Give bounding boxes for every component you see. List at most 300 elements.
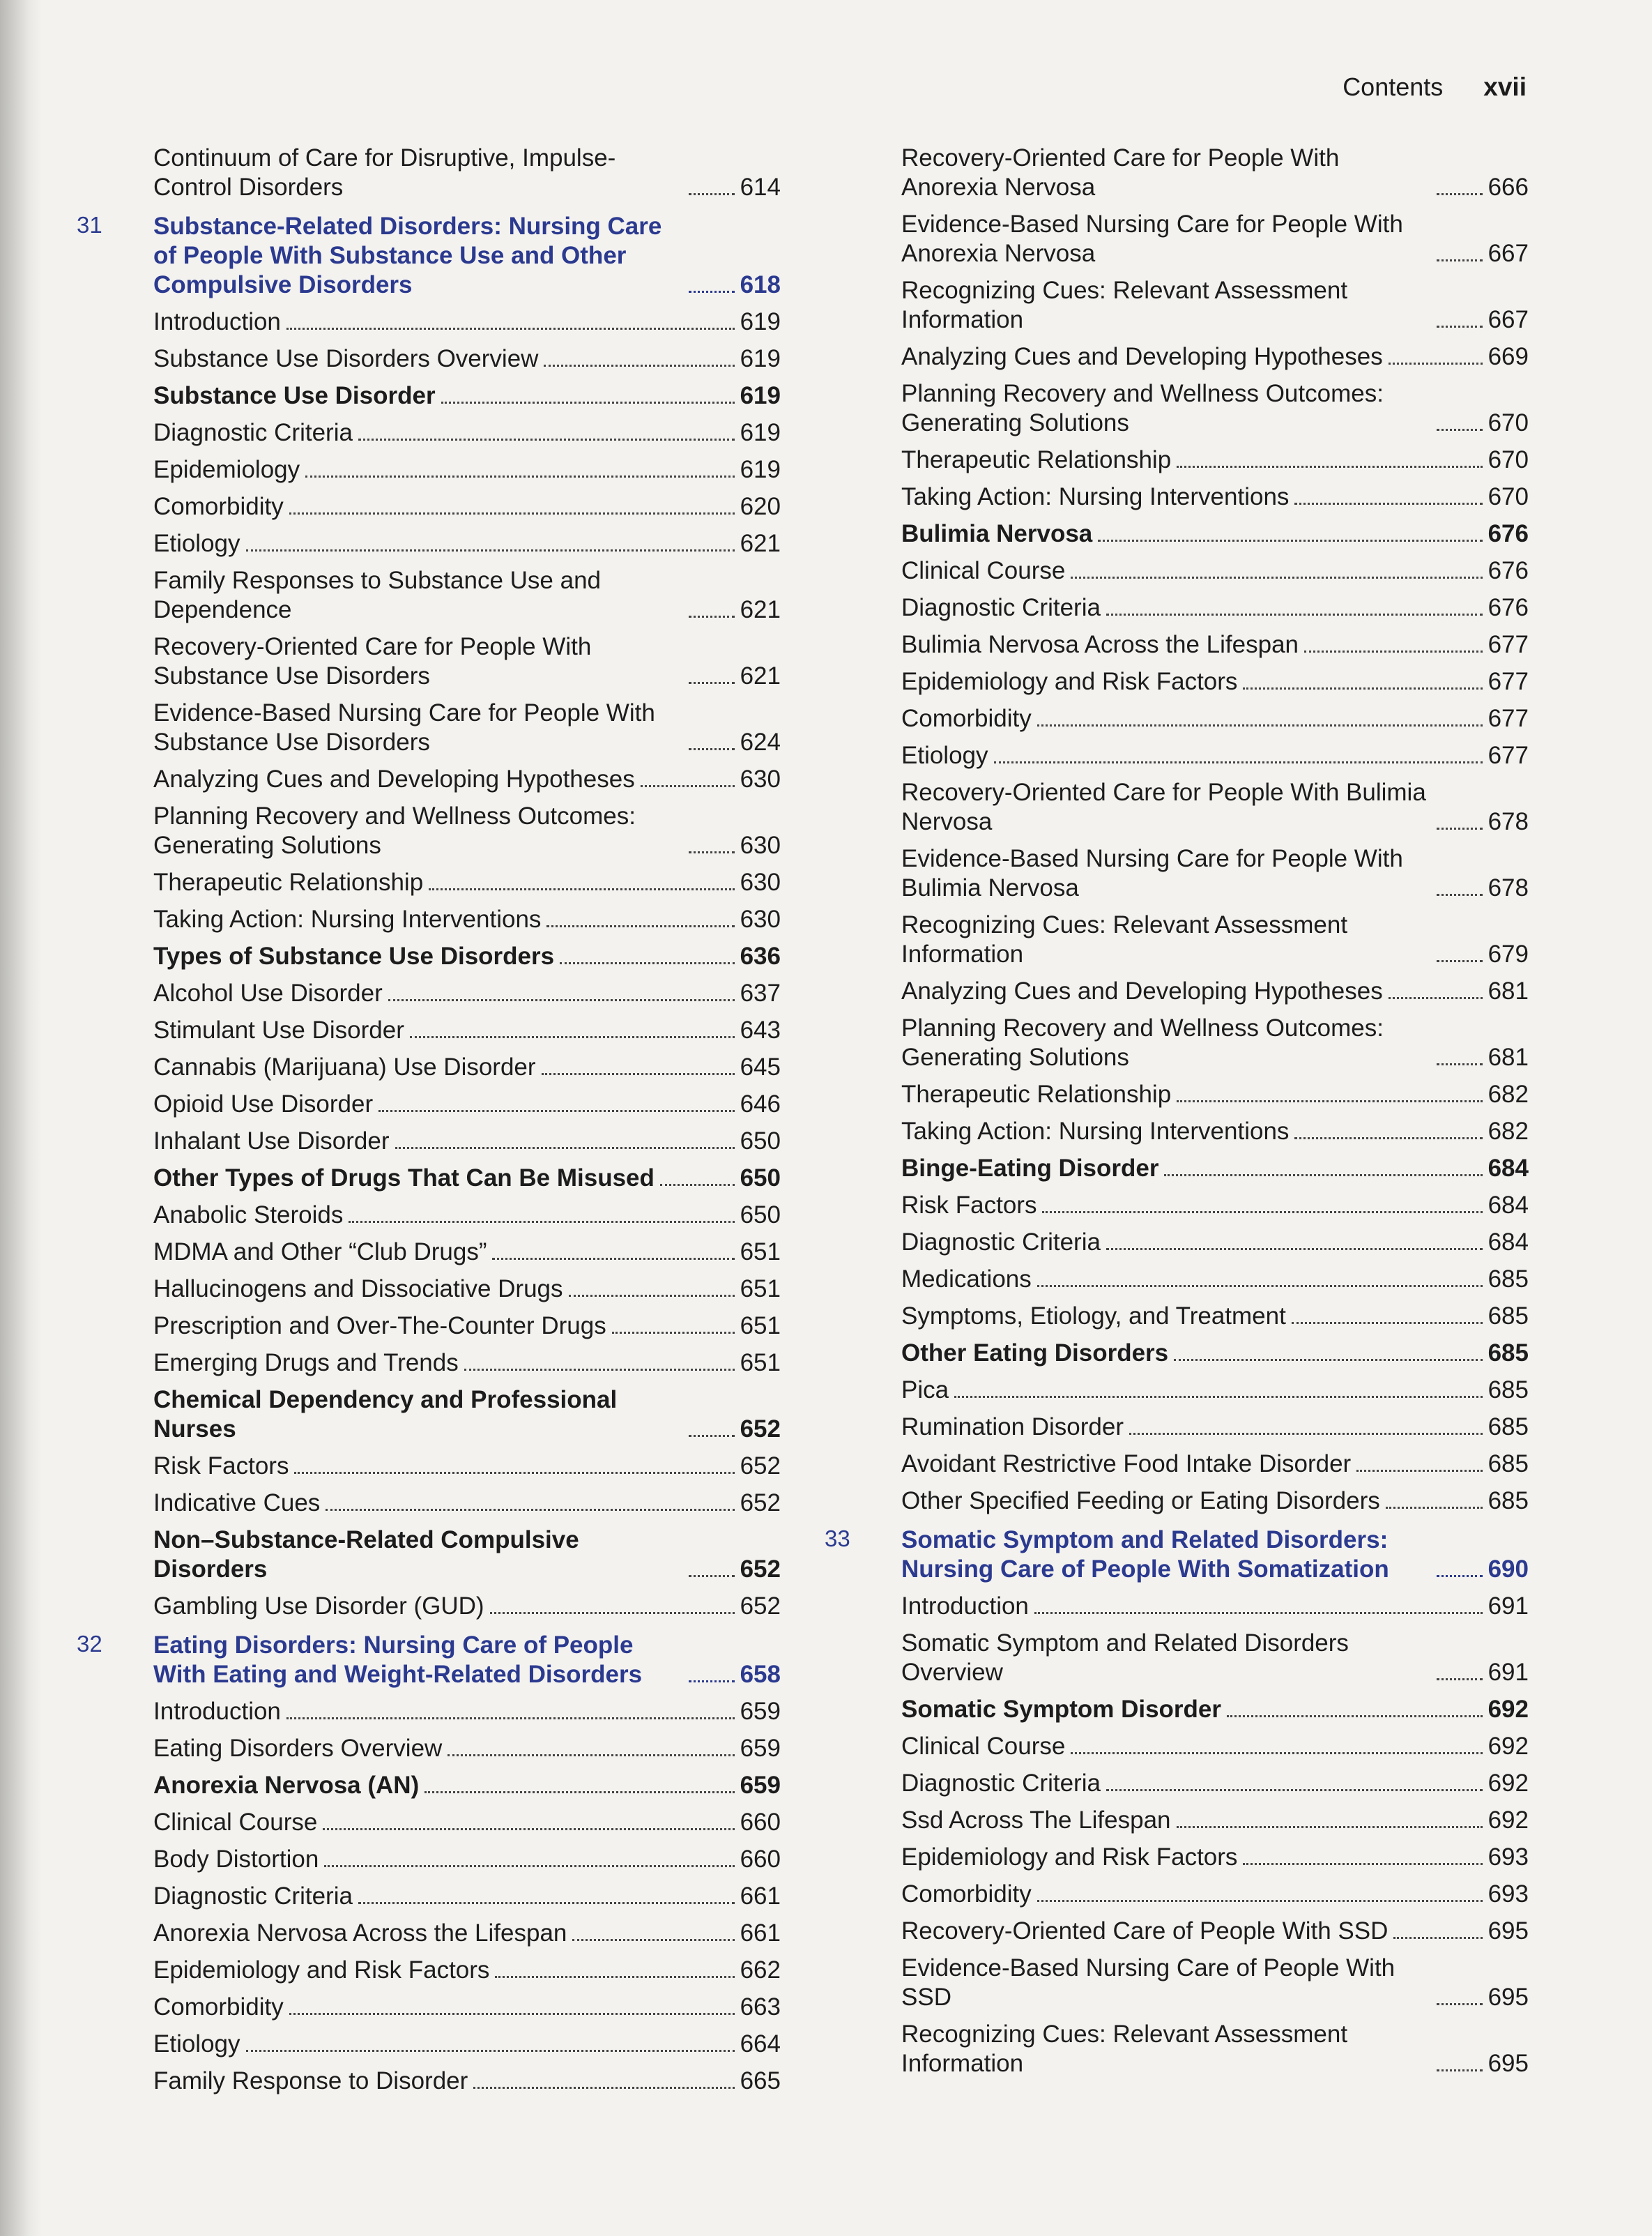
toc-entry[interactable] [77,566,781,625]
toc-entry[interactable] [825,977,1529,1006]
entry-title: Prescription and Over-The-Counter Drugs [153,1312,606,1339]
toc-entry[interactable] [77,1090,781,1119]
entry-title: Evidence-Based Nursing Care for People With Anorexia Nervosa [901,211,1403,267]
entry-page-number: 684 [1487,1229,1529,1256]
dot-leader [305,476,734,478]
toc-entry[interactable] [825,1376,1529,1405]
dot-leader [689,748,735,750]
toc-entry[interactable] [825,1592,1529,1621]
toc-column-right [825,144,1529,2086]
entry-page-number: 692 [1487,1807,1529,1834]
entry-page-number: 659 [740,1735,781,1762]
entry-page-number: 682 [1487,1081,1529,1108]
dot-leader [395,1147,735,1149]
dot-leader [612,1332,735,1334]
toc-entry[interactable] [825,276,1529,335]
entry-page-number: 643 [740,1017,781,1044]
entry-title: Family Response to Disorder [153,2067,468,2094]
toc-entry[interactable] [77,492,781,522]
toc-entry[interactable] [825,667,1529,697]
dot-leader [546,925,734,927]
toc-entry[interactable] [77,1201,781,1230]
entry-page-number: 618 [740,271,781,298]
dot-leader [1037,1900,1483,1902]
toc-entry[interactable] [825,844,1529,903]
toc-entry[interactable] [825,1843,1529,1872]
section-heading-entry[interactable] [825,1154,1529,1183]
toc-entry[interactable] [825,911,1529,969]
entry-title: Body Distortion [153,1846,319,1873]
toc-entry[interactable] [77,1016,781,1045]
chapter-block [77,212,781,300]
entry-title: Comorbidity [901,705,1032,732]
chapter-block [825,1526,1529,1584]
toc-entry[interactable] [77,1348,781,1378]
dot-leader [429,888,734,890]
entry-page-number: 685 [1487,1450,1529,1477]
entry-title: Planning Recovery and Wellness Outcomes: Generating Solutions [901,1014,1384,1071]
dot-leader [358,439,735,441]
toc-entry[interactable] [77,699,781,757]
dot-leader [689,1575,735,1577]
entry-page-number: 676 [1487,520,1529,547]
dot-leader [689,1435,735,1437]
entry-title: Planning Recovery and Wellness Outcomes: Generating Solutions [901,380,1384,436]
toc-entry[interactable] [825,704,1529,733]
toc-entry[interactable] [77,307,781,337]
entry-page-number: 619 [740,345,781,372]
entry-title: Somatic Symptom Disorder [901,1696,1221,1723]
toc-entry[interactable] [77,1311,781,1341]
section-heading-entry[interactable] [825,1339,1529,1368]
entry-page-number: 659 [740,1698,781,1725]
entry-page-number: 678 [1487,808,1529,835]
dot-leader [1106,614,1483,616]
toc-entry[interactable] [77,979,781,1008]
entry-title: Epidemiology [153,456,300,483]
dot-leader [425,1791,734,1793]
toc-entry[interactable] [825,1191,1529,1220]
dot-leader [349,1221,734,1223]
toc-entry[interactable] [825,1117,1529,1146]
toc-entry[interactable] [825,556,1529,586]
toc-entry[interactable] [825,446,1529,475]
entry-title: Ssd Across The Lifespan [901,1807,1171,1834]
toc-entry[interactable] [825,482,1529,512]
entry-page-number: 670 [1487,446,1529,473]
entry-title: Somatic Symptom and Related Disorders Overview [901,1629,1349,1686]
entry-title: Opioid Use Disorder [153,1090,374,1118]
entry-page-number: 650 [740,1201,781,1229]
entry-title: Clinical Course [901,1733,1066,1760]
entry-page-number: 652 [740,1452,781,1480]
toc-entry[interactable] [77,1882,781,1911]
entry-page-number: 614 [740,174,781,201]
chapter-title-entry[interactable] [901,1526,1529,1584]
entry-title: Epidemiology and Risk Factors [901,668,1238,695]
entry-title: Medications [901,1265,1032,1293]
entry-page-number: 685 [1487,1413,1529,1440]
toc-entry[interactable] [77,765,781,794]
entry-title: Analyzing Cues and Developing Hypotheses [153,766,635,793]
entry-page-number: 619 [740,419,781,446]
dot-leader [246,549,735,552]
dot-leader [294,1472,734,1474]
toc-entry[interactable] [77,1808,781,1837]
entry-page-number: 661 [740,1919,781,1947]
entry-page-number: 630 [740,869,781,896]
toc-entry[interactable] [77,1238,781,1267]
toc-entry[interactable] [77,418,781,448]
entry-page-number: 692 [1487,1733,1529,1760]
dot-leader [1042,1211,1482,1213]
entry-title: Recognizing Cues: Relevant Assessment Information [901,277,1348,333]
entry-page-number: 620 [740,493,781,520]
toc-entry[interactable] [77,344,781,374]
toc-entry[interactable] [77,1452,781,1481]
entry-page-number: 684 [1487,1192,1529,1219]
entry-page-number: 691 [1487,1659,1529,1686]
entry-page-number: 652 [740,1415,781,1443]
toc-entry[interactable] [825,1629,1529,1687]
section-heading-entry[interactable] [77,942,781,971]
toc-entry[interactable] [77,529,781,558]
entry-title: Alcohol Use Disorder [153,980,383,1007]
running-head-label: Contents [1343,73,1444,101]
page-gutter-shadow [0,0,42,2236]
entry-page-number: 681 [1487,1044,1529,1071]
dot-leader [560,962,735,964]
entry-title: Taking Action: Nursing Interventions [901,483,1290,510]
toc-entry[interactable] [77,1993,781,2022]
entry-title: Gambling Use Disorder (GUD) [153,1592,484,1620]
dot-leader [1437,193,1483,195]
entry-page-number: 676 [1487,594,1529,621]
dot-leader [1129,1433,1483,1435]
entry-page-number: 619 [740,382,781,409]
dot-leader [660,1184,735,1186]
entry-page-number: 684 [1487,1155,1529,1182]
entry-page-number: 619 [740,456,781,483]
entry-page-number: 637 [740,980,781,1007]
entry-page-number: 619 [740,308,781,335]
entry-title: Other Types of Drugs That Can Be Misused [153,1164,655,1192]
entry-page-number: 679 [1487,941,1529,968]
dot-leader [1037,724,1483,727]
section-heading-entry[interactable] [77,1771,781,1800]
toc-entry[interactable] [825,1732,1529,1761]
entry-page-number: 692 [1487,1696,1529,1723]
chapter-title-entry[interactable] [153,1631,781,1689]
entry-title: Eating Disorders Overview [153,1735,443,1762]
dot-leader [495,1976,734,1978]
toc-entry[interactable] [825,1486,1529,1516]
section-heading-entry[interactable] [77,1164,781,1193]
entry-page-number: 630 [740,766,781,793]
entry-page-number: 685 [1487,1302,1529,1330]
entry-title: Recovery-Oriented Care for People With Anorexia Nervosa [901,144,1340,201]
dot-leader [1437,2069,1483,2071]
entry-page-number: 651 [740,1275,781,1302]
entry-title: Recovery-Oriented Care of People With SSD [901,1917,1389,1945]
entry-title: Therapeutic Relationship [153,869,424,896]
entry-title: Taking Action: Nursing Interventions [901,1118,1290,1145]
dot-leader [492,1258,734,1260]
dot-leader [448,1754,734,1756]
dot-leader [1437,259,1483,261]
dot-leader [323,1828,734,1830]
entry-title: Emerging Drugs and Trends [153,1349,459,1376]
entry-page-number: 652 [740,1592,781,1620]
toc-entry[interactable] [77,868,781,897]
dot-leader [994,761,1483,763]
entry-page-number: 685 [1487,1376,1529,1404]
dot-leader [289,512,735,515]
chapter-title-entry[interactable] [153,212,781,300]
entry-title: Anorexia Nervosa Across the Lifespan [153,1919,567,1947]
dot-leader [286,1717,735,1719]
entry-title: Bulimia Nervosa Across the Lifespan [901,631,1299,658]
entry-page-number: 685 [1487,1265,1529,1293]
toc-entry[interactable] [77,632,781,691]
dot-leader [1437,894,1483,896]
toc-entry[interactable] [825,1806,1529,1835]
section-heading-entry[interactable] [77,381,781,411]
toc-entry[interactable] [825,379,1529,438]
entry-title: Bulimia Nervosa [901,520,1093,547]
dot-leader [641,785,735,787]
toc-entry[interactable] [825,1450,1529,1479]
dot-leader [1098,540,1482,542]
dot-leader [1243,1863,1482,1865]
section-heading-entry[interactable] [77,1385,781,1444]
entry-title: Other Specified Feeding or Eating Disorders [901,1487,1380,1514]
entry-page-number: 677 [1487,742,1529,769]
toc-entry[interactable] [825,593,1529,623]
entry-page-number: 685 [1487,1339,1529,1367]
entry-page-number: 650 [740,1127,781,1155]
entry-title: Therapeutic Relationship [901,446,1172,473]
toc-entry[interactable] [825,210,1529,268]
entry-page-number: 685 [1487,1487,1529,1514]
entry-page-number: 681 [1487,978,1529,1005]
entry-page-number: 663 [740,1993,781,2021]
section-heading-entry[interactable] [825,1695,1529,1724]
entry-page-number: 650 [740,1164,781,1192]
toc-entry[interactable] [77,1275,781,1304]
entry-page-number: 670 [1487,483,1529,510]
toc-entry[interactable] [825,1302,1529,1331]
dot-leader [572,1939,734,1941]
toc-entry[interactable] [77,1127,781,1156]
entry-title: Chemical Dependency and Professional Nurses [153,1386,618,1443]
toc-entry[interactable] [825,342,1529,372]
toc-entry[interactable] [77,2067,781,2096]
toc-entry[interactable] [825,778,1529,837]
chapter-number: 31 [77,212,102,238]
entry-page-number: 621 [740,596,781,623]
dot-leader [326,1509,734,1511]
section-heading-entry[interactable] [825,519,1529,549]
dot-leader [1037,1285,1483,1287]
entry-page-number: 691 [1487,1592,1529,1620]
entry-page-number: 678 [1487,874,1529,902]
entry-title: Diagnostic Criteria [901,1770,1101,1797]
toc-column-left [77,144,781,2104]
dot-leader [1393,1937,1482,1939]
chapter-block [77,1631,781,1689]
dot-leader [441,402,735,404]
dot-leader [1389,997,1483,999]
entry-page-number: 695 [1487,1917,1529,1945]
dot-leader [289,2013,735,2015]
dot-leader [1437,1063,1483,1065]
entry-page-number: 621 [740,662,781,690]
dot-leader [1177,1826,1483,1828]
entry-title: Planning Recovery and Wellness Outcomes: Generating Solutions [153,803,636,859]
entry-title: Avoidant Restrictive Food Intake Disorder [901,1450,1352,1477]
toc-entry[interactable] [77,905,781,934]
entry-page-number: 695 [1487,2050,1529,2077]
dot-leader [1243,687,1482,690]
dot-leader [1294,503,1482,505]
dot-leader [689,682,735,684]
toc-entry[interactable] [77,455,781,485]
dot-leader [286,328,735,330]
entry-page-number: 666 [1487,174,1529,201]
entry-title: Analyzing Cues and Developing Hypotheses [901,343,1383,370]
toc-entry[interactable] [825,1954,1529,2012]
dot-leader [954,1396,1483,1398]
entry-title: Continuum of Care for Disruptive, Impulse-Control Disorders [153,144,616,201]
toc-entry[interactable] [825,1265,1529,1294]
dot-leader [246,2050,735,2052]
toc-entry[interactable] [825,741,1529,770]
entry-page-number: 658 [740,1661,781,1688]
entry-title: Types of Substance Use Disorders [153,943,555,970]
entry-title: Comorbidity [901,1880,1032,1908]
entry-title: Epidemiology and Risk Factors [153,1956,490,1984]
toc-entry[interactable] [77,1734,781,1763]
entry-page-number: 651 [740,1238,781,1265]
entry-title: Diagnostic Criteria [153,419,353,446]
entry-title: Diagnostic Criteria [153,1883,353,1910]
toc-entry[interactable] [825,1014,1529,1072]
dot-leader [1174,1359,1482,1361]
entry-title: Analyzing Cues and Developing Hypotheses [901,978,1383,1005]
entry-title: Epidemiology and Risk Factors [901,1843,1238,1871]
entry-page-number: 660 [740,1846,781,1873]
toc-entry[interactable] [77,1489,781,1518]
dot-leader [1177,1100,1482,1102]
toc-entry[interactable] [77,802,781,860]
toc-entry[interactable] [825,1080,1529,1109]
dot-leader [1177,466,1482,468]
dot-leader [1437,828,1483,830]
entry-title: Risk Factors [901,1192,1037,1219]
entry-page-number: 636 [740,943,781,970]
entry-title: MDMA and Other “Club Drugs” [153,1238,487,1265]
dot-leader [358,1902,735,1904]
toc-entry[interactable] [77,2030,781,2059]
entry-title: Indicative Cues [153,1489,321,1516]
dot-leader [1389,363,1483,365]
toc-entry[interactable] [77,1053,781,1082]
page-folio: xvii [1483,73,1527,101]
entry-title: Etiology [901,742,988,769]
toc-entry[interactable] [825,2020,1529,2078]
toc-entry[interactable] [77,1919,781,1948]
entry-title: Evidence-Based Nursing Care for People With Bulimia Nervosa [901,845,1403,902]
toc-entry[interactable] [825,144,1529,202]
entry-page-number: 692 [1487,1770,1529,1797]
toc-entry[interactable] [825,1228,1529,1257]
dot-leader [1437,2003,1483,2005]
entry-page-number: 664 [740,2030,781,2058]
entry-title: Therapeutic Relationship [901,1081,1172,1108]
entry-page-number: 667 [1487,306,1529,333]
entry-title: Stimulant Use Disorder [153,1017,404,1044]
dot-leader [473,2087,734,2089]
toc-entry[interactable] [77,1592,781,1621]
entry-page-number: 677 [1487,705,1529,732]
entry-title: Taking Action: Nursing Interventions [153,906,542,933]
dot-leader [569,1295,735,1297]
entry-page-number: 695 [1487,1984,1529,2011]
dot-leader [1356,1470,1482,1472]
dot-leader [1164,1174,1482,1176]
toc-entry[interactable] [77,1956,781,1985]
section-heading-entry[interactable] [77,1526,781,1584]
toc-entry[interactable] [825,1769,1529,1798]
toc-entry[interactable] [77,144,781,202]
entry-title: Evidence-Based Nursing Care of People With SSD [901,1954,1395,2011]
toc-entry[interactable] [77,1845,781,1874]
entry-title: Non–Substance-Related Compulsive Disorders [153,1526,579,1583]
entry-page-number: 690 [1487,1556,1529,1583]
entry-title: Risk Factors [153,1452,289,1480]
dot-leader [1437,1575,1483,1577]
dot-leader [1437,960,1483,962]
toc-entry[interactable] [77,1697,781,1726]
entry-title: Somatic Symptom and Related Disorders: Nursing Care of People With Somatization [901,1526,1389,1583]
entry-title: Cannabis (Marijuana) Use Disorder [153,1054,536,1081]
entry-page-number: 677 [1487,668,1529,695]
entry-title: Diagnostic Criteria [901,594,1101,621]
toc-entry[interactable] [825,1917,1529,1946]
entry-title: Eating Disorders: Nursing Care of People With Eating and Weight-Related Disorders [153,1632,643,1688]
entry-page-number: 693 [1487,1880,1529,1908]
dot-leader [1227,1715,1483,1717]
entry-title: Hallucinogens and Dissociative Drugs [153,1275,563,1302]
entry-title: Comorbidity [153,493,284,520]
entry-page-number: 665 [740,2067,781,2094]
entry-title: Inhalant Use Disorder [153,1127,390,1155]
dot-leader [410,1036,735,1038]
chapter-number: 32 [77,1631,102,1657]
dot-leader [1034,1612,1483,1614]
toc-entry[interactable] [825,630,1529,660]
dot-leader [1386,1507,1483,1509]
entry-title: Clinical Course [901,557,1066,584]
entry-page-number: 652 [740,1489,781,1516]
toc-entry[interactable] [825,1413,1529,1442]
dot-leader [1437,326,1483,328]
entry-page-number: 659 [740,1772,781,1799]
toc-entry[interactable] [825,1880,1529,1909]
entry-title: Symptoms, Etiology, and Treatment [901,1302,1286,1330]
dot-leader [1106,1789,1483,1791]
